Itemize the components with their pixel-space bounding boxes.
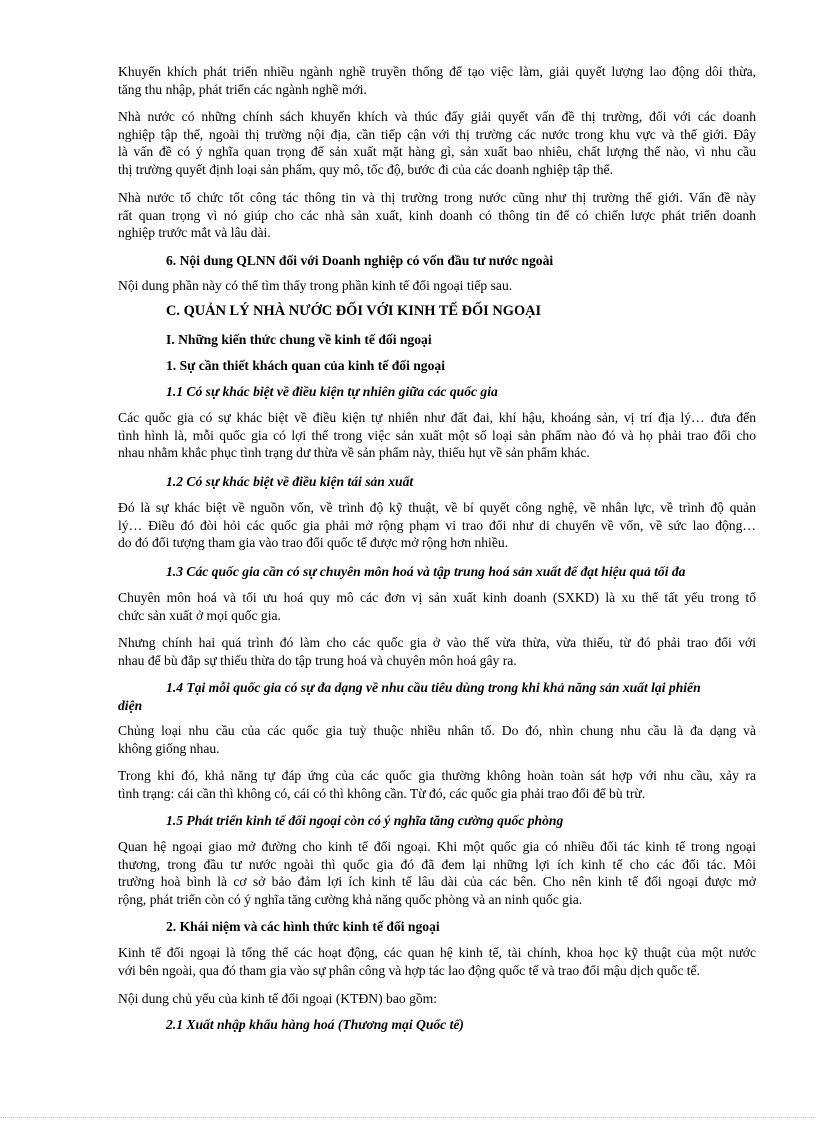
text-line: chức sản xuất ở mọi quốc gia. bbox=[118, 607, 281, 623]
paragraph bbox=[118, 944, 756, 979]
paragraph bbox=[118, 838, 756, 908]
paragraph bbox=[118, 634, 756, 669]
page-edge-divider bbox=[0, 1117, 816, 1118]
paragraph bbox=[118, 189, 756, 242]
subsection-heading: 1.2 Có sự khác biệt về điều kiện tái sản xuất bbox=[166, 474, 414, 489]
paragraph bbox=[118, 589, 756, 624]
section-heading: I. Những kiến thức chung về kinh tế đối ngoại bbox=[166, 332, 432, 347]
text-line: do đó đối tượng tham gia vào trao đổi quốc tế được mở rộng hơn nhiều. bbox=[118, 535, 509, 551]
text-line: tăng thu nhập, phát triển các ngành nghề mới. bbox=[118, 81, 367, 97]
chapter-heading: C. QUẢN LÝ NHÀ NƯỚC ĐỐI VỚI KINH TẾ ĐỐI NGOẠI bbox=[166, 303, 542, 319]
text-line: Nhưng chính hai quá trình đó làm cho các quốc gia ở vào thế vừa thừa, vừa thiếu, từ đó phải trao đổi với bbox=[118, 635, 756, 650]
text-line: Nội dung chủ yếu của kinh tế đối ngoại (KTĐN) bao gồm: bbox=[118, 991, 438, 1006]
text-line: tình hình là, mỗi quốc gia có lợi thế trong việc sản xuất một số loại sản phẩm nào đó và họ phải trao đổi cho bbox=[118, 427, 756, 443]
text-line: thương, trong đầu tư nước ngoài thì quốc gia đó đã đem lại những lợi ích kinh tế cho các đối tác. Môi bbox=[118, 856, 756, 872]
paragraph bbox=[118, 409, 756, 462]
text-line: Đó là sự khác biệt về nguồn vốn, về trình độ kỹ thuật, về bí quyết công nghệ, về nhân lực, về trình độ quản bbox=[118, 500, 756, 515]
text-line: trường hoà bình là cơ sở bảo đảm lợi ích kinh tế lâu dài của các bên. Cho nên kinh tế đối ngoại được mở bbox=[118, 874, 756, 890]
text-line: Chủng loại nhu cầu của các quốc gia tuỳ thuộc nhiều nhân tố. Do đó, nhìn chung nhu cầu là đa dạng và bbox=[118, 723, 756, 738]
text-line: Trong khi đó, khả năng tự đáp ứng của các quốc gia thường không hoàn toàn sát hợp với nhu cầu, xảy ra bbox=[118, 768, 756, 783]
text-line: thị trường quyết định loại sản phẩm, quy mô, tốc độ, bước đi của các doanh nghiệp tập thể. bbox=[118, 161, 613, 177]
subsection-heading bbox=[118, 679, 758, 714]
text-line: nghiệp trước mắt và lâu dài. bbox=[118, 225, 271, 241]
heading-line: 1.4 Tại mỗi quốc gia có sự đa dạng về nhu cầu tiêu dùng trong khi khả năng sản xuất lại phiến bbox=[166, 680, 701, 695]
text-line: Kinh tế đối ngoại là tổng thể các hoạt động, các quan hệ kinh tế, tài chính, khoa học kỹ thuật của một nước bbox=[118, 945, 756, 960]
text-line: nhau nhằm khắc phục tình trạng dư thừa về sản phẩm này, thiếu hụt về sản phẩm khác. bbox=[118, 445, 590, 461]
text-line: Nhà nước tổ chức tốt công tác thông tin và thị trường trong nước cũng như thị trường thế giới. Vấn đề này bbox=[118, 190, 756, 205]
section-heading: 6. Nội dung QLNN đối với Doanh nghiệp có vốn đầu tư nước ngoài bbox=[166, 253, 554, 268]
paragraph bbox=[118, 63, 756, 98]
section-heading: 2. Khái niệm và các hình thức kinh tế đối ngoại bbox=[166, 919, 440, 934]
text-line: nhau để bù đắp sự thiếu thừa do tập trung hoá và chuyên môn hoá gây ra. bbox=[118, 652, 517, 668]
paragraph bbox=[118, 499, 756, 552]
paragraph bbox=[118, 722, 756, 757]
subsection-heading: 1.1 Có sự khác biệt về điều kiện tự nhiên giữa các quốc gia bbox=[166, 384, 498, 399]
text-line: Nhà nước có những chính sách khuyến khích và thúc đẩy giải quyết vấn đề thị trường, đối với các doanh bbox=[118, 109, 756, 124]
paragraph bbox=[118, 108, 756, 178]
section-heading: 1. Sự cần thiết khách quan của kinh tế đối ngoại bbox=[166, 358, 445, 373]
heading-line: diện bbox=[118, 697, 143, 713]
text-line: không giống nhau. bbox=[118, 740, 220, 756]
paragraph bbox=[118, 277, 756, 295]
text-line: Chuyên môn hoá và tối ưu hoá quy mô các đơn vị sản xuất kinh doanh (SXKD) là xu thế tất yếu trong tổ bbox=[118, 590, 756, 605]
paragraph bbox=[118, 990, 756, 1008]
paragraph bbox=[118, 767, 756, 802]
text-line: tình trạng: cái cần thì không có, cái có thì không cần. Từ đó, các quốc gia phải trao đổi để bù trừ. bbox=[118, 785, 646, 801]
subsection-heading: 2.1 Xuất nhập khẩu hàng hoá (Thương mại Quốc tế) bbox=[166, 1017, 464, 1032]
text-line: Các quốc gia có sự khác biệt về điều kiện tự nhiên như đất đai, khí hậu, khoáng sản, vị trí địa lý… đưa đến bbox=[118, 410, 756, 425]
text-line: rất quan trọng vì nó giúp cho các nhà sản xuất, kinh doanh có thông tin để có chiến lược phát triển doanh bbox=[118, 207, 756, 223]
text-line: nghiệp tập thể, ngoài thị trường nội địa, cần tiếp cận với thị trường các nước trong khu vực và thế giới. Đây bbox=[118, 126, 756, 142]
text-line: Quan hệ ngoại giao mở đường cho kinh tế đối ngoại. Khi một quốc gia có nhiều đối tác kinh tế trong ngoại bbox=[118, 839, 756, 854]
text-line: rộng, phát triển còn có ý nghĩa tăng cường khả năng quốc phòng và an ninh quốc gia. bbox=[118, 891, 583, 907]
text-line: là vấn đề có ý nghĩa quan trọng để sản xuất mặt hàng gì, sản xuất bao nhiêu, chất lượng thế nào, vì nhu cầu bbox=[118, 144, 756, 160]
text-line: với bên ngoài, qua đó tham gia vào sự phân công và hợp tác lao động quốc tế và trao đổi mậu dịch quốc tế. bbox=[118, 962, 700, 978]
subsection-heading: 1.5 Phát triển kinh tế đối ngoại còn có ý nghĩa tăng cường quốc phòng bbox=[166, 813, 564, 828]
text-line: lý… Điều đó đòi hỏi các quốc gia phải mở rộng phạm vi trao đổi như di chuyển về vốn, về sức lao động… bbox=[118, 517, 756, 533]
subsection-heading: 1.3 Các quốc gia cần có sự chuyên môn hoá và tập trung hoá sản xuất để đạt hiệu quả tối đa bbox=[166, 564, 686, 579]
text-line: Khuyến khích phát triển nhiều ngành nghề truyền thống để tạo việc làm, giải quyết lượng lao động dôi thừa, bbox=[118, 64, 756, 79]
text-line: Nội dung phần này có thể tìm thấy trong phần kinh tế đối ngoại tiếp sau. bbox=[118, 278, 513, 293]
